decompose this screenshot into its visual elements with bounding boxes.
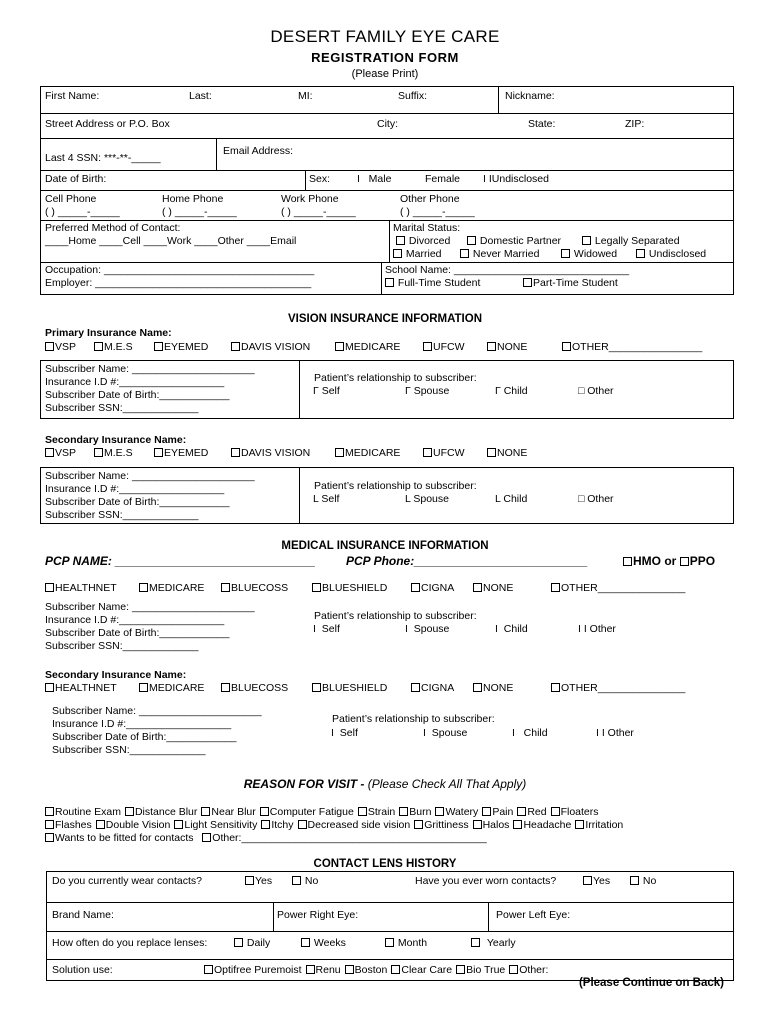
vision-secondary-medicare[interactable]: MEDICARE	[335, 447, 400, 459]
contacts-heading: CONTACT LENS HISTORY	[313, 858, 457, 870]
checkbox-icon[interactable]	[335, 342, 344, 351]
checkbox-icon[interactable]	[125, 807, 134, 816]
vision-secondary-label: Secondary Insurance Name:	[45, 434, 187, 446]
last-name-field[interactable]: Last:	[189, 90, 212, 102]
work-phone-label: Work Phone	[281, 193, 339, 205]
reason-strain[interactable]: Strain	[358, 806, 395, 818]
checkbox-icon[interactable]	[45, 807, 54, 816]
vision-secondary-ufcw[interactable]: UFCW	[423, 447, 465, 459]
medical-secondary-rel-self[interactable]: I Self	[331, 727, 358, 739]
medical-primary-cigna[interactable]: CIGNA	[411, 582, 454, 594]
checkbox-icon[interactable]	[487, 342, 496, 351]
checkbox-icon[interactable]	[467, 236, 476, 245]
sex-female-option[interactable]: Female	[425, 173, 461, 185]
checkbox-icon[interactable]	[630, 876, 639, 885]
wear-contacts-no[interactable]: No	[292, 875, 318, 887]
solution-other[interactable]: Other:	[509, 964, 548, 976]
replace-yearly[interactable]: Yearly	[471, 937, 516, 949]
medical-primary-relationship-label: Patient’s relationship to subscriber:	[314, 610, 477, 622]
medical-primary-bluecoss[interactable]: BLUECOSS	[221, 582, 288, 594]
checkbox-icon[interactable]	[509, 965, 518, 974]
marital-married[interactable]: Married	[393, 248, 442, 260]
reason-watery[interactable]: Watery	[435, 806, 478, 818]
checkbox-icon[interactable]	[473, 820, 482, 829]
vision-secondary-rel-child[interactable]: L Child	[495, 493, 528, 505]
medical-primary-medicare[interactable]: MEDICARE	[139, 582, 204, 594]
marital-never[interactable]: Never Married	[460, 248, 539, 260]
reason-irritation[interactable]: Irritation	[575, 819, 623, 831]
print-note: (Please Print)	[351, 68, 419, 80]
replace-weeks[interactable]: Weeks	[301, 937, 346, 949]
checkbox-icon[interactable]	[411, 583, 420, 592]
checkbox-icon[interactable]	[139, 683, 148, 692]
nickname-field[interactable]: Nickname:	[505, 90, 555, 102]
medical-primary-blueshield[interactable]: BLUESHIELD	[312, 582, 387, 594]
checkbox-icon[interactable]	[292, 876, 301, 885]
medical-secondary-medicare[interactable]: MEDICARE	[139, 682, 204, 694]
vision-secondary-none[interactable]: NONE	[487, 447, 527, 459]
checkbox-icon[interactable]	[396, 236, 405, 245]
checkbox-icon[interactable]	[517, 807, 526, 816]
hmo-ppo-option[interactable]: HMO or PPO	[623, 554, 715, 568]
medical-secondary-subscriber-fields[interactable]: Subscriber Name: _____________________ Insurance I.D #:__________________ Subscriber Date of Birth:____________ Subscriber SSN:_____________	[52, 705, 262, 756]
solution-renu[interactable]: Renu	[306, 964, 341, 976]
vision-secondary-subscriber-fields[interactable]: Subscriber Name: _____________________ Insurance I.D #:__________________ Subscriber Date of Birth:____________ Subscriber SSN:_____________	[45, 470, 255, 521]
reason-halos[interactable]: Halos	[473, 819, 510, 831]
power-left-field[interactable]: Power Left Eye:	[496, 909, 571, 921]
ever-worn-no[interactable]: No	[630, 875, 656, 887]
vision-primary-rel-other[interactable]: □ Other	[578, 385, 614, 397]
part-time-option[interactable]: Part-Time Student	[523, 277, 618, 289]
pcp-phone-field[interactable]: PCP Phone:__________________________	[346, 554, 588, 568]
contact-method-label: Preferred Method of Contact:	[45, 222, 181, 234]
vision-secondary-relationship-label: Patient’s relationship to subscriber:	[314, 480, 477, 492]
marital-undisclosed[interactable]: Undisclosed	[636, 248, 706, 260]
checkbox-icon[interactable]	[487, 448, 496, 457]
checkbox-icon[interactable]	[174, 820, 183, 829]
medical-secondary-label: Secondary Insurance Name:	[45, 669, 187, 681]
checkbox-icon[interactable]	[473, 583, 482, 592]
home-phone-label: Home Phone	[162, 193, 224, 205]
replace-daily[interactable]: Daily	[234, 937, 270, 949]
medical-primary-other[interactable]: OTHER_______________	[551, 582, 685, 594]
solution-clear-care[interactable]: Clear Care	[391, 964, 452, 976]
suffix-field[interactable]: Suffix:	[398, 90, 427, 102]
vision-primary-rel-self[interactable]: Γ Self	[313, 385, 340, 397]
cell-phone-field[interactable]: ( ) _____-_____	[45, 206, 120, 218]
reason-double-vision[interactable]: Double Vision	[96, 819, 171, 831]
vision-secondary-davis-vision[interactable]: DAVIS VISION	[231, 447, 310, 459]
replace-month[interactable]: Month	[385, 937, 427, 949]
city-field[interactable]: City:	[377, 118, 398, 130]
vision-primary-other[interactable]: OTHER________________	[562, 341, 702, 353]
wear-contacts-yes[interactable]: Yes	[245, 875, 272, 887]
vision-primary-rel-child[interactable]: Γ Child	[495, 385, 528, 397]
checkbox-icon[interactable]	[221, 683, 230, 692]
medical-secondary-healthnet[interactable]: HEALTHNET	[45, 682, 117, 694]
email-field[interactable]: Email Address:	[223, 145, 294, 157]
reason-near-blur[interactable]: Near Blur	[201, 806, 255, 818]
contact-method-options[interactable]: ____Home ____Cell ____Work ____Other ____Email	[45, 235, 297, 247]
checkbox-icon[interactable]	[680, 557, 689, 566]
other-phone-field[interactable]: ( ) _____-_____	[400, 206, 475, 218]
medical-secondary-other[interactable]: OTHER_______________	[551, 682, 685, 694]
checkbox-icon[interactable]	[551, 683, 560, 692]
reason-routine-exam[interactable]: Routine Exam	[45, 806, 121, 818]
checkbox-icon[interactable]	[562, 342, 571, 351]
checkbox-icon[interactable]	[435, 807, 444, 816]
marital-legally[interactable]: Legally Separated	[582, 235, 680, 247]
reason-floaters[interactable]: Floaters	[551, 806, 599, 818]
vision-primary-subscriber-fields[interactable]: Subscriber Name: _____________________ Insurance I.D #:__________________ Subscriber Date of Birth:____________ Subscriber SSN:_____________	[45, 363, 255, 414]
sex-male-option[interactable]: I Male	[357, 173, 392, 185]
vision-primary-rel-spouse[interactable]: Γ Spouse	[405, 385, 450, 397]
checkbox-icon[interactable]	[473, 683, 482, 692]
zip-field[interactable]: ZIP:	[625, 118, 645, 130]
checkbox-icon[interactable]	[231, 448, 240, 457]
checkbox-icon[interactable]	[94, 448, 103, 457]
medical-secondary-bluecoss[interactable]: BLUECOSS	[221, 682, 288, 694]
reason-distance-blur[interactable]: Distance Blur	[125, 806, 197, 818]
medical-secondary-cigna[interactable]: CIGNA	[411, 682, 454, 694]
reason-decreased-side-vision[interactable]: Decreased side vision	[298, 819, 411, 831]
vision-secondary-rel-other[interactable]: □ Other	[578, 493, 614, 505]
solution-options	[204, 964, 552, 976]
vision-primary-medicare[interactable]: MEDICARE	[335, 341, 400, 353]
checkbox-icon[interactable]	[513, 820, 522, 829]
checkbox-icon[interactable]	[94, 342, 103, 351]
checkbox-icon[interactable]	[482, 807, 491, 816]
vision-primary-davis-vision[interactable]: DAVIS VISION	[231, 341, 310, 353]
checkbox-icon[interactable]	[523, 278, 532, 287]
ever-worn-yes[interactable]: Yes	[583, 875, 610, 887]
medical-secondary-relationship-label: Patient’s relationship to subscriber:	[332, 713, 495, 725]
reason-burn[interactable]: Burn	[399, 806, 431, 818]
solution-boston[interactable]: Boston	[345, 964, 388, 976]
checkbox-icon[interactable]	[575, 820, 584, 829]
checkbox-icon[interactable]	[45, 342, 54, 351]
reason-computer-fatigue[interactable]: Computer Fatigue	[260, 806, 354, 818]
vision-primary-relationship-label: Patient’s relationship to subscriber:	[314, 372, 477, 384]
occupation-field[interactable]: Occupation: ____________________________________	[45, 264, 315, 276]
reason-heading: REASON FOR VISIT - (Please Check All That Apply)	[243, 777, 527, 791]
checkbox-icon[interactable]	[221, 583, 230, 592]
checkbox-icon[interactable]	[345, 965, 354, 974]
checkbox-icon[interactable]	[312, 683, 321, 692]
solution-label: Solution use:	[52, 964, 113, 976]
checkbox-icon[interactable]	[623, 557, 632, 566]
ever-worn-question: Have you ever worn contacts?	[415, 875, 557, 887]
vision-secondary-vsp[interactable]: VSP	[45, 447, 76, 459]
marital-domestic[interactable]: Domestic Partner	[467, 235, 561, 247]
checkbox-icon[interactable]	[391, 965, 400, 974]
marital-widowed[interactable]: Widowed	[561, 248, 617, 260]
vision-primary-eyemed[interactable]: EYEMED	[154, 341, 208, 353]
checkbox-icon[interactable]	[393, 249, 402, 258]
vision-primary-m-e-s[interactable]: M.E.S	[94, 341, 133, 353]
medical-primary-rel-child[interactable]: I Child	[495, 623, 528, 635]
vision-primary-ufcw[interactable]: UFCW	[423, 341, 465, 353]
reason-other[interactable]: Other:__________________________________________	[202, 832, 486, 844]
form-title: DESERT FAMILY EYE CARE	[270, 27, 500, 46]
checkbox-icon[interactable]	[335, 448, 344, 457]
medical-secondary-rel-other[interactable]: I I Other	[596, 727, 634, 739]
sex-undisclosed-option[interactable]: I IUndisclosed	[483, 173, 549, 185]
checkbox-icon[interactable]	[582, 236, 591, 245]
checkbox-icon[interactable]	[385, 938, 394, 947]
home-phone-field[interactable]: ( ) _____-_____	[162, 206, 237, 218]
solution-optifree-puremoist[interactable]: Optifree Puremoist	[204, 964, 302, 976]
employer-field[interactable]: Employer: _____________________________________	[45, 277, 312, 289]
checkbox-icon[interactable]	[245, 876, 254, 885]
checkbox-icon[interactable]	[551, 807, 560, 816]
medical-secondary-blueshield[interactable]: BLUESHIELD	[312, 682, 387, 694]
checkbox-icon[interactable]	[45, 448, 54, 457]
solution-bio-true[interactable]: Bio True	[456, 964, 505, 976]
checkbox-icon[interactable]	[154, 448, 163, 457]
vision-primary-label: Primary Insurance Name:	[45, 327, 172, 339]
reason-row-2	[45, 819, 627, 831]
vision-heading: VISION INSURANCE INFORMATION	[287, 313, 482, 325]
pcp-name-field[interactable]: PCP NAME: ______________________________	[45, 554, 316, 568]
checkbox-icon[interactable]	[301, 938, 310, 947]
checkbox-icon[interactable]	[358, 807, 367, 816]
checkbox-icon[interactable]	[45, 683, 54, 692]
checkbox-icon[interactable]	[260, 807, 269, 816]
street-address-field[interactable]: Street Address or P.O. Box	[45, 118, 170, 130]
checkbox-icon[interactable]	[204, 965, 213, 974]
checkbox-icon[interactable]	[636, 249, 645, 258]
checkbox-icon[interactable]	[411, 683, 420, 692]
medical-primary-healthnet[interactable]: HEALTHNET	[45, 582, 117, 594]
medical-heading: MEDICAL INSURANCE INFORMATION	[281, 540, 489, 552]
medical-secondary-rel-spouse[interactable]: I Spouse	[423, 727, 468, 739]
medical-primary-rel-self[interactable]: I Self	[313, 623, 340, 635]
medical-secondary-rel-child[interactable]: I Child	[512, 727, 548, 739]
checkbox-icon[interactable]	[551, 583, 560, 592]
reason-row-1	[45, 806, 603, 818]
reason-light-sensitivity[interactable]: Light Sensitivity	[174, 819, 257, 831]
checkbox-icon[interactable]	[45, 583, 54, 592]
reason-flashes[interactable]: Flashes	[45, 819, 92, 831]
school-name-field[interactable]: School Name: ______________________________	[385, 264, 630, 276]
medical-primary-rel-spouse[interactable]: I Spouse	[405, 623, 450, 635]
checkbox-icon[interactable]	[460, 249, 469, 258]
checkbox-icon[interactable]	[202, 833, 211, 842]
checkbox-icon[interactable]	[45, 833, 54, 842]
vision-primary-vsp[interactable]: VSP	[45, 341, 76, 353]
checkbox-icon[interactable]	[423, 342, 432, 351]
medical-secondary-none[interactable]: NONE	[473, 682, 513, 694]
medical-primary-subscriber-fields[interactable]: Subscriber Name: _____________________ Insurance I.D #:__________________ Subscriber Date of Birth:____________ Subscriber SSN:_____________	[45, 601, 255, 652]
checkbox-icon[interactable]	[45, 820, 54, 829]
vision-secondary-rel-spouse[interactable]: L Spouse	[405, 493, 449, 505]
checkbox-icon[interactable]	[385, 278, 394, 287]
dob-field[interactable]: Date of Birth:	[45, 173, 107, 185]
checkbox-icon[interactable]	[306, 965, 315, 974]
vision-primary-none[interactable]: NONE	[487, 341, 527, 353]
checkbox-icon[interactable]	[261, 820, 270, 829]
vision-secondary-rel-self[interactable]: L Self	[313, 493, 340, 505]
first-name-field[interactable]: First Name:	[45, 90, 100, 102]
work-phone-field[interactable]: ( ) _____-_____	[281, 206, 356, 218]
vision-secondary-eyemed[interactable]: EYEMED	[154, 447, 208, 459]
reason-fitted-contacts[interactable]: Wants to be fitted for contacts	[45, 832, 194, 844]
checkbox-icon[interactable]	[96, 820, 105, 829]
ssn-field[interactable]: Last 4 SSN: ***-**-_____	[45, 152, 161, 164]
checkbox-icon[interactable]	[423, 448, 432, 457]
form-subtitle: REGISTRATION FORM	[311, 50, 459, 65]
sex-label: Sex:	[309, 173, 331, 185]
checkbox-icon[interactable]	[456, 965, 465, 974]
checkbox-icon[interactable]	[471, 938, 480, 947]
checkbox-icon[interactable]	[154, 342, 163, 351]
vision-secondary-m-e-s[interactable]: M.E.S	[94, 447, 133, 459]
reason-grittiness[interactable]: Grittiness	[414, 819, 468, 831]
checkbox-icon[interactable]	[561, 249, 570, 258]
checkbox-icon[interactable]	[201, 807, 210, 816]
checkbox-icon[interactable]	[139, 583, 148, 592]
checkbox-icon[interactable]	[298, 820, 307, 829]
power-right-field[interactable]: Power Right Eye:	[277, 909, 359, 921]
checkbox-icon[interactable]	[231, 342, 240, 351]
wear-contacts-question: Do you currently wear contacts?	[52, 875, 202, 887]
replace-frequency-label: How often do you replace lenses:	[52, 937, 208, 949]
cell-phone-label: Cell Phone	[45, 193, 97, 205]
reason-headache[interactable]: Headache	[513, 819, 571, 831]
reason-row-3	[45, 832, 487, 844]
marital-divorced[interactable]: Divorced	[396, 235, 450, 247]
checkbox-icon[interactable]	[234, 938, 243, 947]
medical-primary-none[interactable]: NONE	[473, 582, 513, 594]
marital-status-label: Marital Status:	[393, 222, 461, 234]
checkbox-icon[interactable]	[414, 820, 423, 829]
checkbox-icon[interactable]	[399, 807, 408, 816]
other-phone-label: Other Phone	[400, 193, 460, 205]
brand-name-field[interactable]: Brand Name:	[52, 909, 114, 921]
continue-note: (Please Continue on Back)	[578, 977, 724, 989]
full-time-option[interactable]: Full-Time Student	[385, 277, 480, 289]
checkbox-icon[interactable]	[583, 876, 592, 885]
reason-red[interactable]: Red	[517, 806, 546, 818]
reason-pain[interactable]: Pain	[482, 806, 513, 818]
checkbox-icon[interactable]	[312, 583, 321, 592]
reason-itchy[interactable]: Itchy	[261, 819, 293, 831]
state-field[interactable]: State:	[528, 118, 556, 130]
middle-initial-field[interactable]: MI:	[298, 90, 313, 102]
medical-primary-rel-other[interactable]: I I Other	[578, 623, 616, 635]
